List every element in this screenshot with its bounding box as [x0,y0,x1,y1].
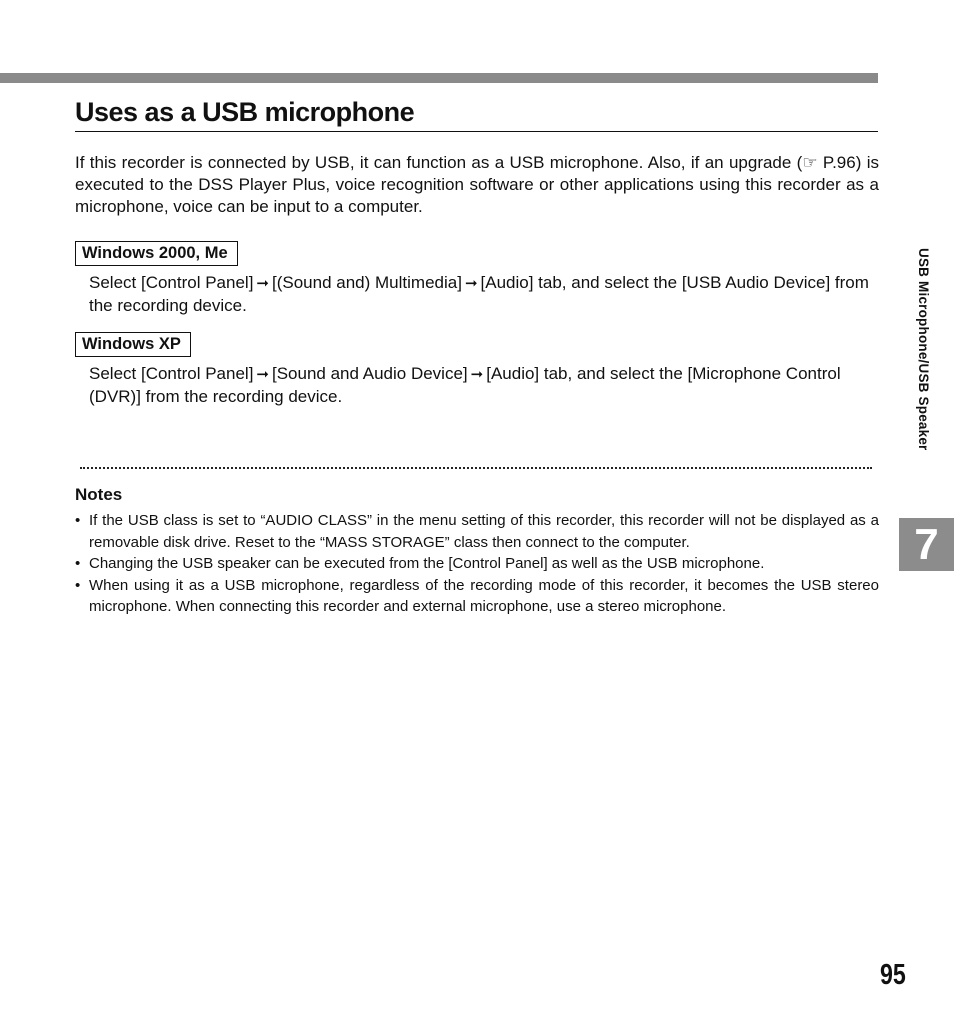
side-section-label-text: USB Microphone/USB Speaker [916,248,931,451]
step-text: [Audio] tab, and select the [Microphone Control (DVR)] from the recording device. [89,364,841,406]
note-text: When using it as a USB microphone, regardless of the recording mode of this recorder, it becomes the USB stereo microphone. When connecting this recorder and external microphone, use a stereo microphone. [89,576,879,615]
windows-xp-instructions [89,363,879,408]
list-item [75,575,879,618]
note-text: If the USB class is set to “AUDIO CLASS” in the menu setting of this recorder, this recorder will not be displayed as a removable disk drive. Reset to the “MASS STORAGE” class then connect to the computer. [89,512,879,551]
step-text: [Sound and Audio Device] [272,364,468,383]
right-arrow-icon: ➞ [464,275,478,292]
right-arrow-icon: ➞ [256,366,269,383]
windows-2000-me-instructions [89,272,879,317]
side-section-label [912,248,932,508]
notes-list [75,510,879,618]
intro-text-part2: P.96) is executed to the DSS Player Plus, voice recognition software or other applications using this recorder as a microphone, voice can be input to a computer. [75,153,879,216]
bullet-icon: • [75,555,81,572]
list-item [75,510,879,553]
top-header-rule [0,73,878,83]
bullet-icon: • [75,576,81,594]
section-label-windows-xp: Windows XP [75,332,191,357]
bullet-icon: • [75,512,81,529]
right-arrow-icon: ➞ [470,366,484,383]
section-label-windows-2000-me: Windows 2000, Me [75,241,238,266]
step-text: Select [Control Panel] [89,273,254,292]
step-text: Select [Control Panel] [89,364,254,383]
chapter-tab: 7 [899,518,954,571]
pointing-hand-icon: ☞ [802,153,818,172]
right-arrow-icon: ➞ [256,275,269,292]
list-item [75,553,879,575]
step-text: [Audio] tab, and select the [USB Audio Device] from the recording device. [89,273,869,315]
dotted-divider [80,467,872,469]
page-title: Uses as a USB microphone [75,96,878,132]
note-text: Changing the USB speaker can be executed from the [Control Panel] as well as the USB microphone. [89,555,765,572]
intro-text-part1: If this recorder is connected by USB, it can function as a USB microphone. Also, if an upgrade ( [75,153,803,172]
step-text: [(Sound and) Multimedia] [272,273,462,292]
page-number: 95 [880,959,906,991]
notes-heading: Notes [75,485,123,504]
intro-paragraph [75,152,879,218]
